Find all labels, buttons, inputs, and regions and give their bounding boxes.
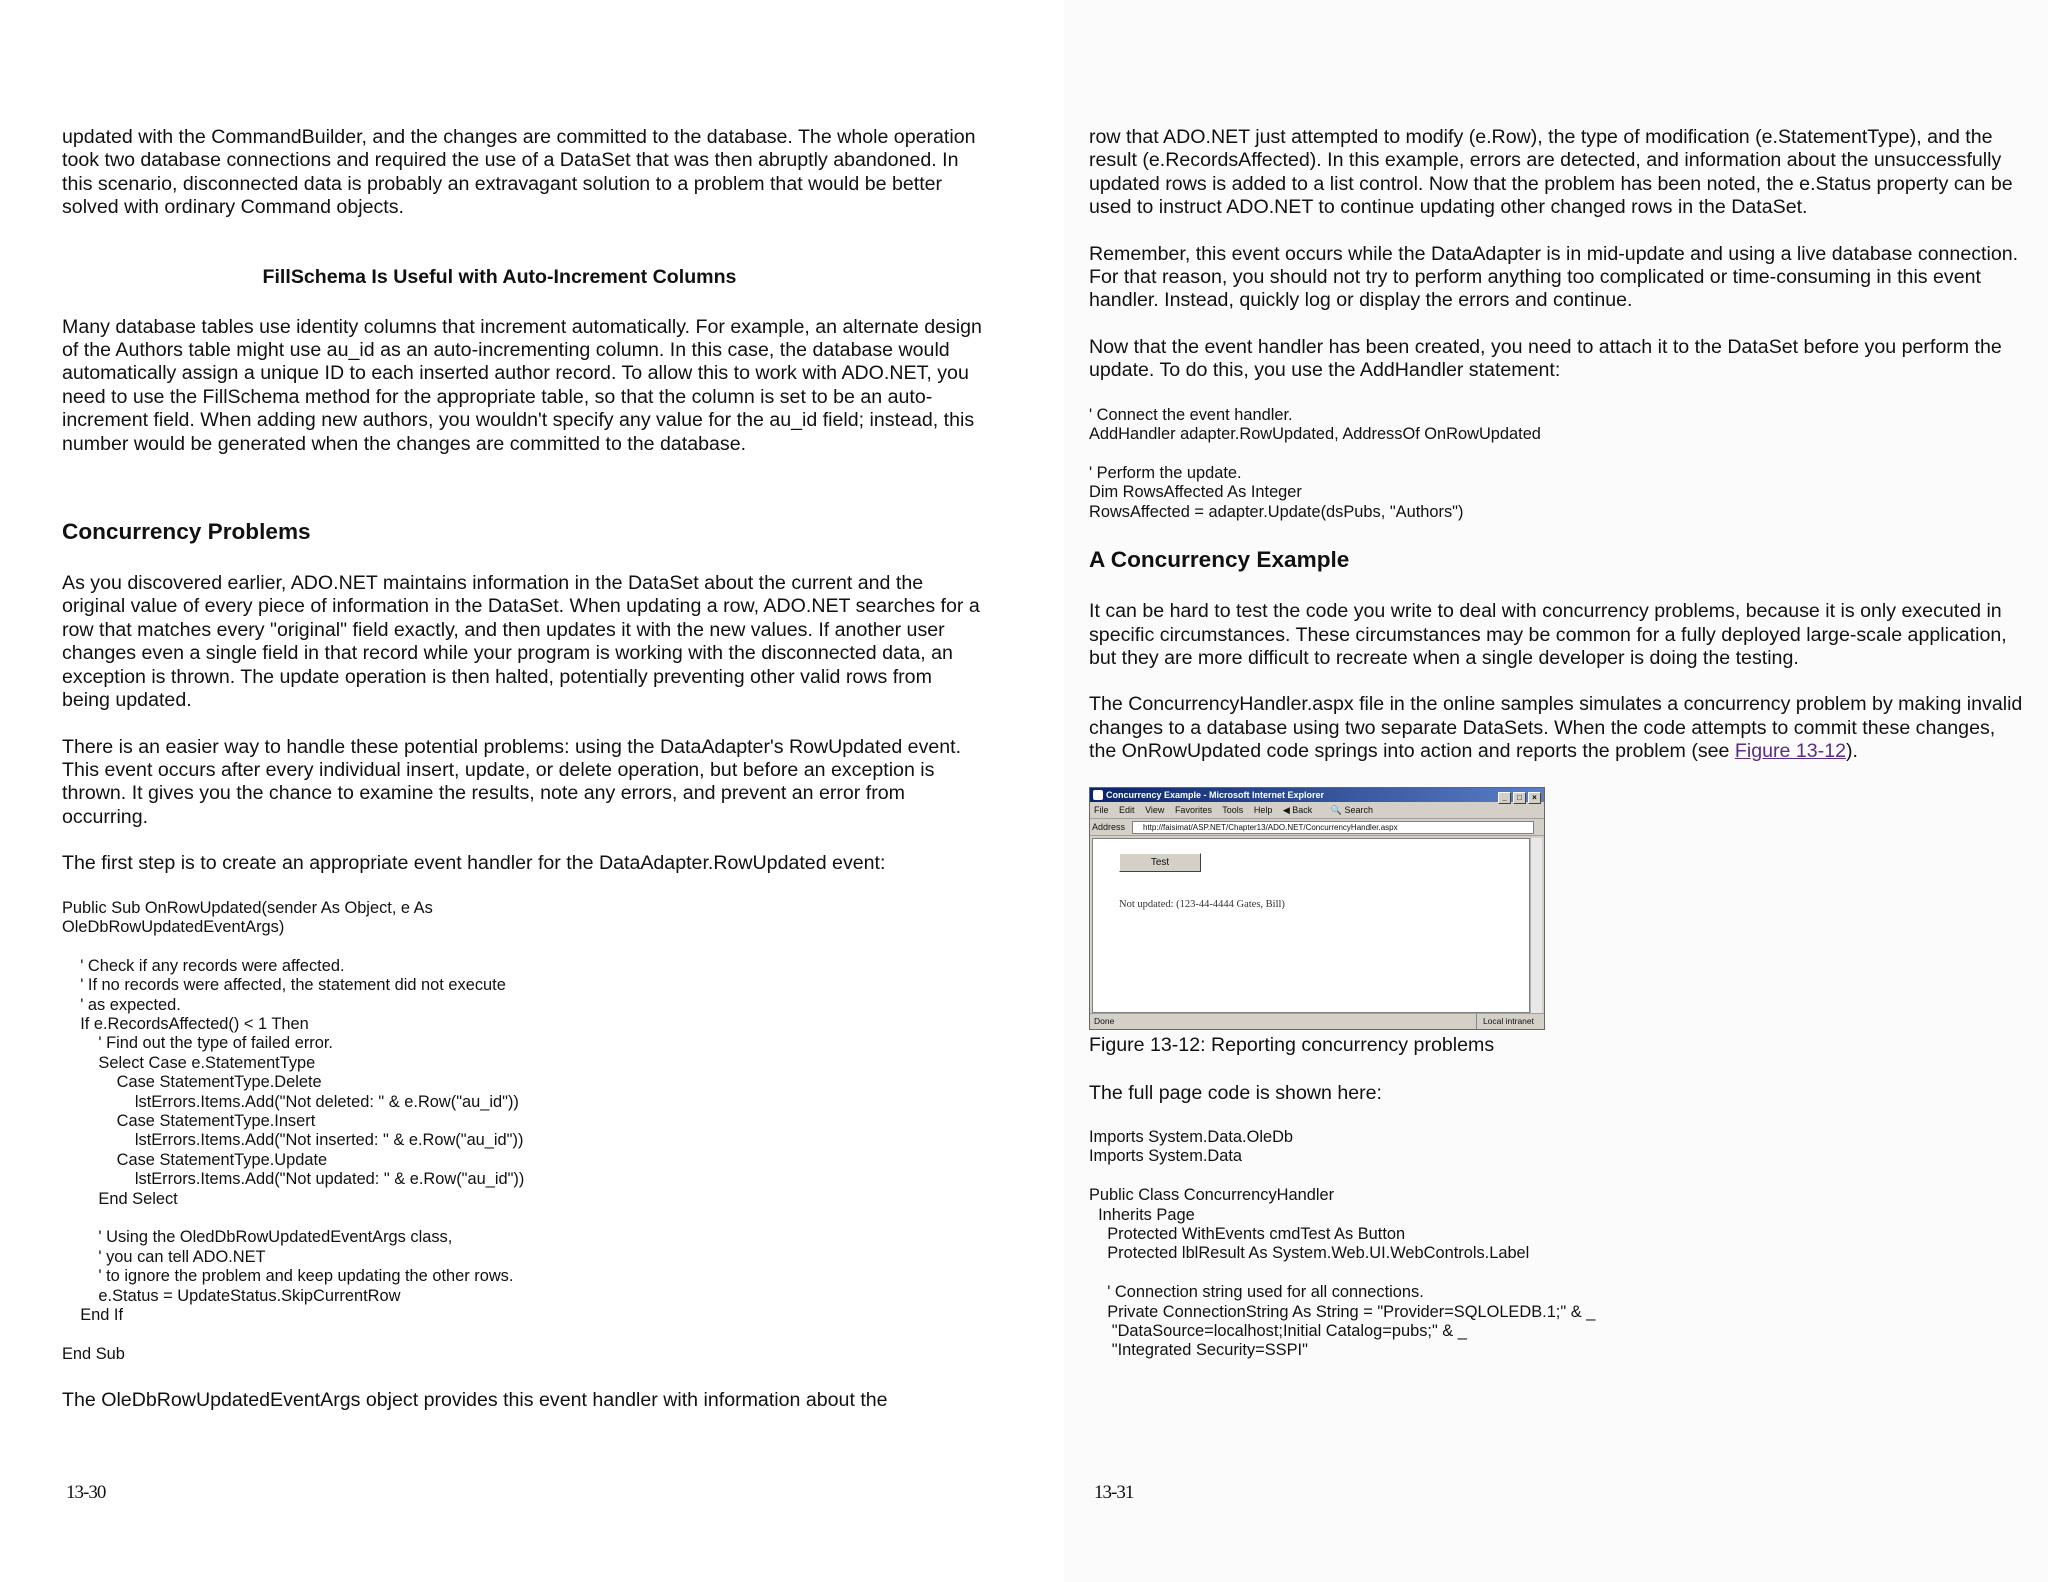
paragraph-text-end: ). <box>1846 740 1858 763</box>
browser-screenshot <box>1089 787 1545 1030</box>
back-button[interactable]: ◀ Back <box>1282 804 1313 815</box>
minimize-icon[interactable]: _ <box>1498 792 1511 804</box>
ie-icon <box>1093 790 1103 800</box>
status-bar <box>1090 1013 1544 1029</box>
result-label: Not updated: (123-44-4444 Gates, Bill) <box>1119 898 1285 910</box>
paragraph <box>1089 693 2024 763</box>
figure-caption: Figure 13-12: Reporting concurrency problems <box>1089 1033 1495 1056</box>
paragraph: There is an easier way to handle these potential problems: using the DataAdapter's RowUpdated event. This event occurs after every individual insert, update, or delete operation, but before an exception is thrown. It gives you the chance to examine the results, note any errors, and prevent an error from occurring. <box>62 735 962 828</box>
page-number: 13-31 <box>1094 1482 1134 1503</box>
paragraph: row that ADO.NET just attempted to modify (e.Row), the type of modification (e.StatementType), and the result (e.RecordsAffected). In this example, errors are detected, and information about the unsuccessfully updated rows is added to a list control. Now that the problem has been noted, the e.Status property can be used to instruct ADO.NET to continue updating other changed rows in the DataSet. <box>1089 126 2013 219</box>
paragraph: Remember, this event occurs while the DataAdapter is in mid-update and using a live database connection. For that reason, you should not try to perform anything too complicated or time-consuming in this event handler. Instead, quickly log or display the errors and continue. <box>1089 242 2019 312</box>
paragraph: The OleDbRowUpdatedEventArgs object provides this event handler with information about the <box>62 1389 888 1412</box>
address-field[interactable]: http://faisimat/ASP.NET/Chapter13/ADO.NET/ConcurrencyHandler.aspx <box>1132 821 1534 834</box>
menu-file[interactable]: File <box>1094 804 1109 815</box>
menu-tools[interactable]: Tools <box>1222 804 1244 815</box>
paragraph: Many database tables use identity columns that increment automatically. For example, an alternate design of the Authors table might use au_id as an auto-incrementing column. In this case, the database would automatically assign a unique ID to each inserted author record. To allow this to work with ADO.NET, you need to use the FillSchema method for the appropriate table, so that the column is set to be an auto-increment field. When adding new authors, you wouldn't specify any value for the au_id field; instead, this number would be generated when the changes are committed to the database. <box>62 315 982 455</box>
paragraph-text: The ConcurrencyHandler.aspx file in the online samples simulates a concurrency problem by making invalid changes to a database using two separate DataSets. When the code attempts to commit these changes, the OnRowUpdated code springs into action and reports the problem (see <box>1089 693 2023 763</box>
window-controls <box>1496 790 1541 804</box>
status-text: Done <box>1094 1015 1115 1026</box>
maximize-icon[interactable]: □ <box>1513 792 1526 804</box>
menu-bar <box>1090 802 1544 819</box>
address-bar <box>1090 819 1544 836</box>
subheading: FillSchema Is Useful with Auto-Increment Columns <box>262 265 737 288</box>
menu-view[interactable]: View <box>1145 804 1165 815</box>
code-block: ' Connect the event handler. AddHandler adapter.RowUpdated, AddressOf OnRowUpdated ' Perform the update. Dim RowsAffected As Integer RowsAffected = adapter.Update(dsPubs, "Authors") <box>1089 405 1541 521</box>
right-column <box>1089 126 2024 1386</box>
page-viewport <box>1092 838 1530 1013</box>
paragraph: It can be hard to test the code you write to deal with concurrency problems, because it is only executed in specific circumstances. These circumstances may be common for a fully deployed large-scale application, but they are more difficult to recreate when a single developer is doing the testing. <box>1089 600 2007 669</box>
code-block: Public Sub OnRowUpdated(sender As Object, e As OleDbRowUpdatedEventArgs) ' Check if any records were affected. ' If no records were affected, the statement did not execute ' as expected. If e.RecordsAffected() < 1 Then ' Find out the type of failed error. Select Case e.StatementType Case StatementType.Delete lstErrors.Items.Add("Not deleted: " & e.Row("au_id")) Case StatementType.Insert lstErrors.Items.Add("Not inserted: " & e.Row("au_id")) Case StatementType.Update lstErrors.Items.Add("Not updated: " & e.Row("au_id")) End Select ' Using the OledDbRowUpdatedEventArgs class, ' you can tell ADO.NET ' to ignore the problem and keep updating the other rows. e.Status = UpdateStatus.SkipCurrentRow End If End Sub <box>62 898 525 1363</box>
paragraph: As you discovered earlier, ADO.NET maintains information in the DataSet about the current and the original value of every piece of information in the DataSet. When updating a row, ADO.NET searches for a row that matches every "original" field exactly, and then updates it with the new values. If another user changes even a single field in that record while your program is working with the disconnected data, an exception is thrown. The update operation is then halted, potentially preventing other valid rows from being updated. <box>62 572 980 712</box>
code-block: Imports System.Data.OleDb Imports System.Data Public Class ConcurrencyHandler Inherits Page Protected WithEvents cmdTest As Button Protected lblResult As System.Web.UI.WebControls.Label ' Connection string used for all connections. Private ConnectionString As String = "Provider=SQLOLEDB.1;" & _ "DataSource=localhost;Initial Catalog=pubs;" & _ "Integrated Security=SSPI" <box>1089 1127 1596 1360</box>
zone-indicator: Local intranet <box>1476 1014 1534 1029</box>
paragraph: The full page code is shown here: <box>1089 1081 1382 1104</box>
section-heading: A Concurrency Example <box>1089 547 1350 573</box>
page-number: 13-30 <box>66 1482 106 1503</box>
paragraph: Now that the event handler has been created, you need to attach it to the DataSet before you perform the update. To do this, you use the AddHandler statement: <box>1089 335 2002 382</box>
close-icon[interactable]: × <box>1528 792 1541 804</box>
window-titlebar <box>1090 788 1544 802</box>
left-column <box>62 126 982 1436</box>
search-button[interactable]: 🔍 Search <box>1330 804 1374 815</box>
paragraph: The first step is to create an appropriate event handler for the DataAdapter.RowUpdated event: <box>62 852 886 875</box>
window-title: Concurrency Example - Microsoft Internet Explorer <box>1106 789 1325 800</box>
section-heading: Concurrency Problems <box>62 519 311 545</box>
test-button[interactable]: Test <box>1119 853 1201 872</box>
paragraph: updated with the CommandBuilder, and the changes are committed to the database. The whole operation took two database connections and required the use of a DataSet that was then abruptly abandoned. In this scenario, disconnected data is probably an extravagant solution to a problem that would be better solved with ordinary Command objects. <box>62 126 976 219</box>
address-label: Address <box>1092 821 1126 832</box>
menu-edit[interactable]: Edit <box>1119 804 1135 815</box>
menu-help[interactable]: Help <box>1253 804 1273 815</box>
figure-link[interactable]: Figure 13-12 <box>1734 740 1846 763</box>
right-page <box>1064 0 2048 1582</box>
menu-favorites[interactable]: Favorites <box>1174 804 1212 815</box>
vertical-scrollbar[interactable] <box>1530 838 1542 1013</box>
